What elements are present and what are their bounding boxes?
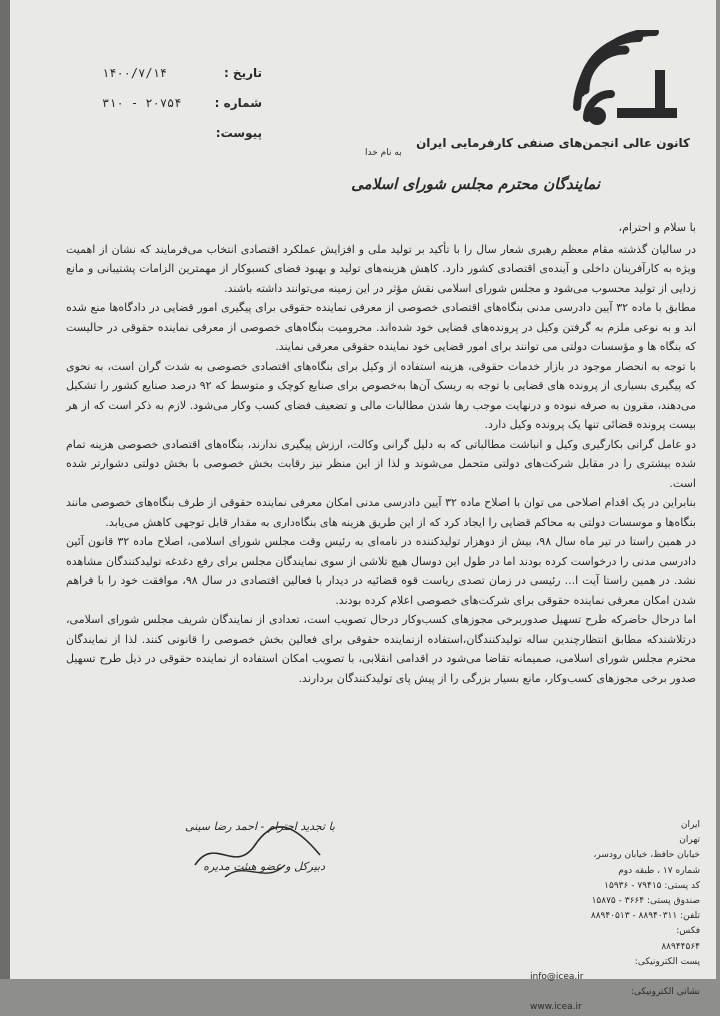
body-paragraph: اما درحال حاضرکه طرح تسهیل صدوربرخی مجوزهای کسب‌وکار درحال تصویب است، تعدادی از نمایندگان شریف مجلس شورای اسلامی، درتلاشندکه مطابق انتظارچندین ساله تولیدکنندگان،استفاده ازنماینده حقوقی برای فعالین بخش خصوصی را قانونی کنند. لذا از نمایندگان محترم مجلس شورای اسلامی، صمیمانه تقاضا می‌شود در اقدامی انقلابی، با تصویب امکان استفاده از نماینده حقوقی در ذیل طرح تسهیل صدور برخی مجوزهای کسب‌وکار، مانع بسیار بزرگی را از پیش پای تولیدکنندگان بردارند. — [66, 613, 696, 685]
number-row — [102, 88, 262, 118]
date-row — [102, 58, 262, 88]
number-value: ۲۰۷۵۴ - ۳۱۰ — [102, 96, 182, 110]
contact-info — [530, 818, 700, 1016]
organization-name: کانون عالی انجمن‌های صنفی کارفرمایی ایران — [416, 136, 690, 150]
body-paragraph: بنابراین در یک اقدام اصلاحی می توان با اصلاح ماده ۳۲ آیین دادرسی مدنی امکان معرفی نماینده حقوقی از طرف بنگاه‌های خصوصی مانند بنگاه‌ها و موسسات دولتی به محاکم قضایی را ایجاد کرد که از این طریق هزینه های بنگاه‌داری به مقدار قابل توجهی کاهش می‌یابد. — [66, 496, 697, 529]
letter-body — [66, 218, 696, 688]
fax-number: ۸۸۹۴۴۵۶۴ — [661, 941, 700, 952]
photo-edge — [0, 0, 10, 979]
body-paragraph: مطابق با ماده ۳۲ آیین دادرسی مدنی بنگاه‌های اقتصادی خصوصی از معرفی نماینده حقوقی برای پیگیری امور قضایی در دادگاه‌ها منع شده اند و به نوعی ملزم به گرفتن وکیل در پرونده‌های قضایی خود شده‌اند. محرومیت بنگاه‌های خصوصی از معرفی نماینده حقوقی در حالیست که بنگاه ها و مؤسسات دولتی می توانند برای امور قضایی خود نماینده حقوقی معرفی نمایند. — [66, 301, 696, 353]
signature-block — [185, 820, 335, 880]
fax-label: فکس: — [676, 926, 700, 937]
address-floor: شماره ۱۷ ، طبقه دوم — [618, 865, 700, 876]
letter-page — [10, 0, 716, 1013]
greeting: با سلام و احترام، — [618, 221, 696, 234]
email-label: پست الکترونیکی: — [634, 956, 700, 967]
body-paragraph: در همین راستا در تیر ماه سال ۹۸، بیش از دوهزار تولیدکننده در نامه‌ای به رئیس وقت مجلس شورای اسلامی، اصلاح ماده ۳۲ قانون آئین دادرسی مدنی را درخواست کرده بودند اما در طول این دوسال هیچ تلاشی از سوی نمایندگان مجلس برای رفع دغدغه تولیدکنندگان مشاهده نشد. در همین راستا آیت ا... رئیسی در زمان تصدی ریاست قوه قضائیه در دیدار با فعالین اقتصادی در سال ۹۸، موافقت خود را با فراهم شدن امکان معرفی نماینده حقوقی برای شرکت‌های خصوصی اعلام کرده بودند. — [66, 535, 696, 607]
website-link[interactable]: www.icea.ir — [530, 1002, 582, 1013]
address-country: ایران — [680, 820, 700, 830]
attachment-row — [102, 118, 262, 148]
postal-code: کد پستی: ۷۹۴۱۵ - ۱۵۹۳۶ — [604, 880, 700, 891]
signature-name: با تجدید احترام - احمد رضا سینی — [184, 820, 335, 833]
attachment-label: پیوست: — [215, 126, 262, 140]
letter-meta — [102, 58, 262, 148]
body-paragraph: با توجه به انحصار موجود در بازار خدمات حقوقی، هزینه استفاده از وکیل برای بنگاه‌های اقتصادی خصوصی به شدت گران است، به نحوی که پیگیری بسیاری از پرونده های قضایی با توجه به ریسک آن‌ها به‌خصوص برای صنایع کوچک و متوسط که ۹۲ درصد صنایع کشور را تشکیل می‌دهند، مقرون به صرفه نبوده و درنهایت موجب رها شدن مطالبات مالی و تضعیف فضای کسب وکار می‌شود. لازم به ذکر است که از هر بیست پرونده قضائی تنها یک پرونده وکیل دارد. — [66, 359, 697, 431]
body-paragraph: در سالیان گذشته مقام معظم رهبری شعار سال را با تأکید بر تولید ملی و افزایش عملکرد اقتصادی انتخاب می‌فرمایند که نشان از اهمیت ویژه به کارآفرینان داخلی و آینده‌ی اقتصادی کشور دارد. کاهش هزینه‌های تولید و بهبود فضای کسبوکار از مهمترین الزامات پشتیبانی و مانع زدایی از تولید محسوب می‌شود و مجلس شورای اسلامی نقش مؤثر در این زمینه می‌توانند داشته باشند. — [66, 242, 696, 295]
email-link[interactable]: info@icea.ir — [530, 972, 584, 983]
website-label: نشانی الکترونیکی: — [630, 987, 700, 998]
number-label: شماره : — [214, 96, 262, 110]
bismillah: به نام خدا — [365, 148, 402, 158]
po-box: صندوق پستی: ۳۶۶۴ - ۱۵۸۷۵ — [591, 896, 700, 907]
addressee-heading: نمایندگان محترم مجلس شورای اسلامی — [351, 175, 600, 193]
address-city: تهران — [679, 835, 700, 846]
organization-logo-icon — [565, 30, 685, 135]
address-street: خیابان حافظ، خیابان رودسر، — [593, 850, 700, 861]
body-paragraph: دو عامل گرانی بکارگیری وکیل و انباشت مطالباتی که به دلیل گرانی وکالت، ارزش پیگیری ندارند، بنگاه‌های اقتصادی خصوصی هزینه تمام شده بیشتری را در مقابل شرکت‌های دولتی متحمل می‌شوند و لذا از این منظر نیز رقابت بخش خصوصی با بخش دولتی دشوارتر شده است. — [66, 437, 696, 490]
date-value: ۱۴۰۰/۷/۱۴ — [102, 66, 168, 80]
signature-title: دبیرکل و عضو هیئت مدیره — [203, 860, 325, 873]
date-label: تاریخ : — [223, 66, 262, 80]
phone: تلفن: ۸۸۹۴۰۳۱۱ - ۸۸۹۴۰۵۱۳ — [590, 911, 700, 922]
